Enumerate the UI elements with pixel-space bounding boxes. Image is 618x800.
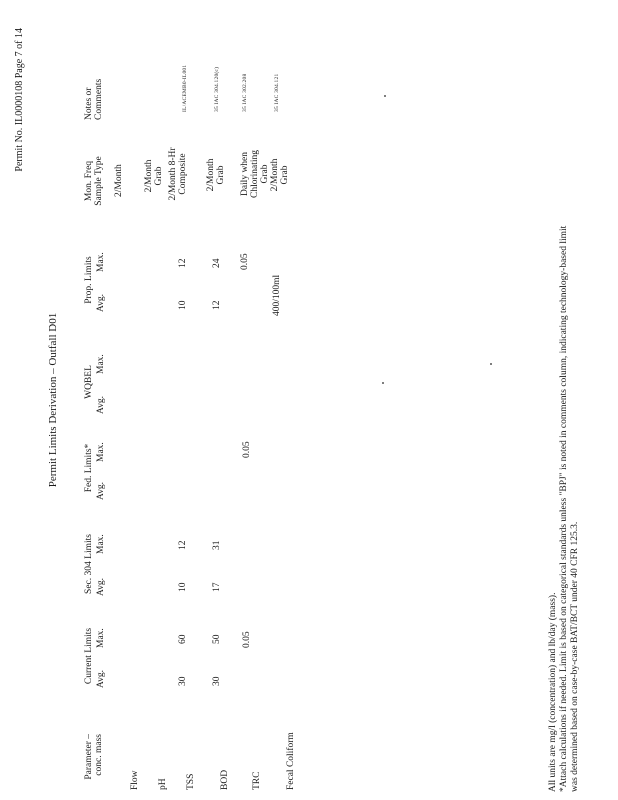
col-sec304-header: Sec. 304 Limits: [84, 534, 94, 594]
row-fecal-parameter: Fecal Coliform: [286, 732, 296, 790]
prop-max-subheader: Max.: [96, 252, 106, 272]
footnote-units: All units are mg/l (concentration) and lb/day (mass).: [548, 592, 558, 792]
row-bod-current-max: 50: [212, 634, 222, 644]
row-flow-parameter: Flow: [130, 770, 140, 790]
page-title: Permit Limits Derivation – Outfall D01: [47, 312, 59, 488]
fed-avg-subheader: Avg.: [96, 481, 106, 500]
col-prop-header: Prop. Limits: [84, 256, 94, 304]
row-bod-prop-avg: 12: [212, 300, 222, 310]
col-fed-header: Fed. Limits*: [84, 443, 94, 493]
row-trc-notes: 35 IAC 302.208: [242, 73, 248, 112]
row-tss-parameter: TSS: [186, 773, 196, 790]
row-trc-parameter: TRC: [252, 771, 262, 790]
col-parameter-header: Parameter – conc. mass: [84, 734, 104, 780]
wqbel-max-subheader: Max.: [96, 354, 106, 374]
scan-speck: [384, 96, 386, 98]
fed-max-subheader: Max.: [96, 442, 106, 462]
row-fecal-prop-avg: 400/100ml: [272, 274, 282, 316]
sec304-avg-subheader: Avg.: [96, 577, 106, 596]
row-bod-mon: 2/Month Grab: [206, 158, 226, 192]
row-trc-fed-max: 0.05: [242, 441, 252, 458]
col-current-header: Current Limits: [84, 627, 94, 685]
col-mon-header: Mon. Freq Sample Type: [84, 156, 104, 206]
prop-avg-subheader: Avg.: [96, 293, 106, 312]
footnote-bat-bct: was determined based on case-by-case BAT/BCT under 40 CFR 125.3.: [570, 521, 580, 792]
row-fecal-notes: 35 IAC 304.121: [274, 73, 280, 112]
row-bod-prop-max: 24: [212, 258, 222, 268]
row-tss-notes: IL/ACEMB0-IL001: [182, 64, 188, 112]
wqbel-avg-subheader: Avg.: [96, 395, 106, 414]
row-tss-current-max: 60: [178, 634, 188, 644]
row-tss-prop-avg: 10: [178, 300, 188, 310]
row-trc-mon: Daily when Chlorinating Grab: [240, 149, 270, 199]
row-fecal-mon: 2/Month Grab: [270, 158, 290, 192]
col-wqbel-header: WQBEL: [84, 365, 94, 399]
col-notes-header: Notes or Comments: [84, 78, 104, 120]
row-tss-mon: 2/Month 8-Hr Composite: [168, 147, 188, 201]
permit-page-header: Permit No. IL0000108 Page 7 of 14: [14, 28, 25, 172]
scan-speck: [490, 364, 492, 366]
footnote-calculations: *Attach calculations if needed. Limit is based on categorical standards unless "BPJ" is noted in comments column, indicating technology-based limit: [559, 225, 569, 792]
row-trc-prop-max: 0.05: [240, 253, 250, 270]
row-bod-sec304-max: 31: [212, 540, 222, 550]
row-bod-notes: 35 IAC 304.120(c): [214, 66, 220, 112]
row-tss-prop-max: 12: [178, 258, 188, 268]
row-tss-current-avg: 30: [178, 676, 188, 686]
row-flow-mon: 2/Month: [114, 164, 124, 197]
row-trc-current-max: 0.05: [242, 631, 252, 648]
sec304-max-subheader: Max.: [96, 534, 106, 554]
row-tss-sec304-max: 12: [178, 540, 188, 550]
row-bod-current-avg: 30: [212, 676, 222, 686]
row-bod-parameter: BOD: [220, 769, 230, 790]
row-ph-mon: 2/Month Grab: [144, 159, 164, 193]
current-avg-subheader: Avg.: [96, 669, 106, 688]
row-ph-parameter: pH: [158, 778, 168, 790]
scan-speck: [382, 383, 384, 385]
row-bod-sec304-avg: 17: [212, 582, 222, 592]
current-max-subheader: Max.: [96, 628, 106, 648]
row-tss-sec304-avg: 10: [178, 582, 188, 592]
